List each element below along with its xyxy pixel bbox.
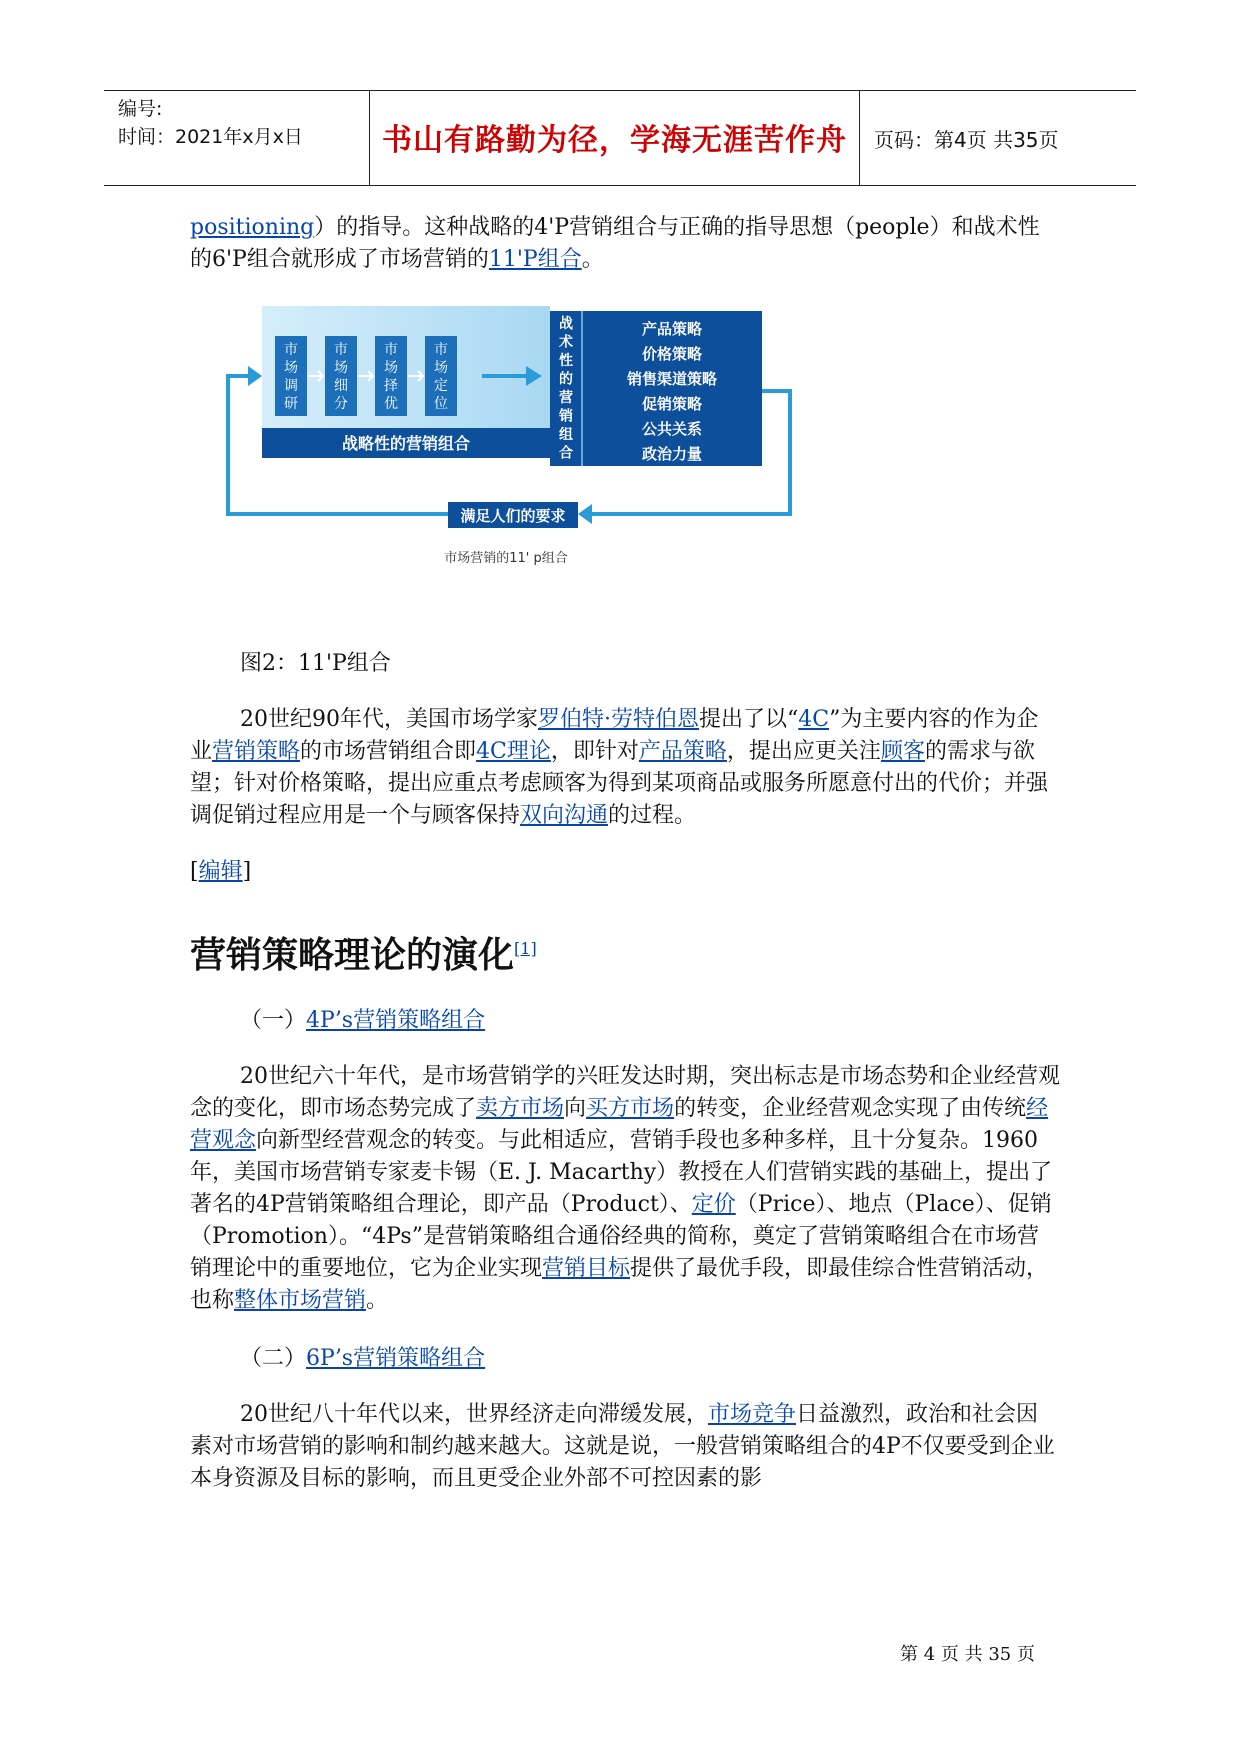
link-market-competition[interactable]: 市场竞争	[708, 1402, 797, 1427]
link-sellers-market[interactable]: 卖方市场	[476, 1096, 565, 1121]
link-11p[interactable]: 11'P组合	[488, 247, 582, 272]
link-lauterborn[interactable]: 罗伯特·劳特伯恩	[538, 707, 699, 732]
text: 提出了以“	[699, 707, 799, 732]
step-3	[375, 336, 407, 416]
text: 20世纪90年代，美国市场学家	[240, 707, 538, 732]
reference-link[interactable]: [1]	[514, 939, 537, 958]
step-1-text: 市场调研	[284, 342, 298, 412]
link-two-way-communication[interactable]: 双向沟通	[520, 803, 609, 828]
paragraph-intro	[190, 212, 1060, 276]
paragraph-4p	[190, 1061, 1060, 1317]
section-title	[190, 926, 1060, 979]
step-4	[425, 336, 457, 416]
figure-inner-caption: 市场营销的11' p组合	[444, 551, 568, 566]
text: 提供了最优手段，即最佳综合性营销活动，也称	[190, 1256, 1049, 1313]
link-4ps[interactable]: 4P’s营销策略组合	[306, 1008, 486, 1033]
link-positioning[interactable]: positioning	[190, 215, 315, 240]
page-header	[104, 90, 1136, 186]
text: ，提出应更关注	[726, 739, 881, 764]
time-label: 时间：2021年x月x日	[118, 126, 303, 148]
link-pricing[interactable]: 定价	[691, 1192, 736, 1217]
paragraph-6p	[190, 1399, 1060, 1495]
serial-label: 编号:	[118, 98, 163, 120]
text: 向	[564, 1096, 587, 1121]
text: （一）	[240, 1008, 307, 1033]
tactical-item: 销售渠道策略	[626, 370, 718, 388]
link-buyers-market[interactable]: 买方市场	[586, 1096, 675, 1121]
bracket: ]	[242, 859, 252, 884]
text: 。	[366, 1288, 389, 1313]
section-title-text: 营销策略理论的演化	[190, 935, 515, 976]
header-page-label: 页码：第4页 共35页	[874, 128, 1059, 152]
link-marketing-strategy[interactable]: 营销策略	[212, 739, 301, 764]
bracket: [	[190, 859, 199, 884]
text: ）的指导。这种战略的4'P营销组合与正确的指导思想（people）和战术性的6'P组合就形成了市场营销的	[190, 215, 1040, 272]
subheading-4p	[240, 1005, 1060, 1037]
link-integrated-marketing[interactable]: 整体市场营销	[234, 1288, 367, 1313]
link-4c[interactable]: 4C	[798, 707, 830, 732]
figure-caption: 图2：11'P组合	[240, 651, 391, 676]
header-divider	[859, 91, 860, 185]
text: （二）	[240, 1346, 307, 1371]
strategic-label: 战略性的营销组合	[341, 434, 471, 453]
header-info	[118, 95, 358, 151]
tactical-label: 战术性的营销组合	[559, 316, 573, 462]
link-customer[interactable]: 顾客	[880, 739, 925, 764]
header-motto: 书山有路勤为径，学海无涯苦作舟	[382, 123, 847, 158]
link-business-concept[interactable]: 经营观念	[190, 1096, 1049, 1153]
feedback-arrow-head	[248, 366, 262, 386]
tactical-item: 公共关系	[641, 420, 703, 438]
text: 的转变，企业经营观念实现了由传统	[674, 1096, 1027, 1121]
text: 的市场营销组合即	[300, 739, 477, 764]
step-3-text: 市场择优	[384, 342, 398, 412]
text: 的过程。	[608, 803, 697, 828]
text: ，即针对	[550, 739, 639, 764]
text: 向新型经营观念的转变。与此相适应，营销手段也多种多样，且十分复杂。1960年，美国市场营销专家麦卡锡（E. J. Macarthy）教授在人们营销实践的基础上，提出了著名的4P营销策略组合理论，即产品（Product）、	[190, 1128, 1053, 1217]
subheading-6p	[240, 1343, 1060, 1375]
text: 20世纪八十年代以来，世界经济走向滞缓发展，	[240, 1402, 708, 1427]
text: （Price）、地点（Place）、促销（Promotion）。“4Ps”是营销策略组合通俗经典的简称，奠定了营销策略组合在市场营销理论中的重要地位，它为企业实现	[190, 1192, 1052, 1281]
tactical-item: 政治力量	[641, 445, 703, 463]
link-marketing-goal[interactable]: 营销目标	[542, 1256, 631, 1281]
tactical-item: 产品策略	[641, 320, 703, 338]
text: ”为主要内容的作为企业	[190, 707, 1039, 764]
text: 。	[581, 247, 604, 272]
text: 20世纪六十年代，是市场营销学的兴旺发达时期，突出标志是市场态势和企业经营观念的变化，即市场态势完成了	[190, 1064, 1060, 1121]
text: 日益激烈，政治和社会因素对市场营销的影响和制约越来越大。这就是说，一般营销策略组合的4P不仅要受到企业本身资源及目标的影响，而且更受企业外部不可控因素的影	[190, 1402, 1055, 1491]
step-2-text: 市场细分	[334, 342, 348, 412]
document-body	[190, 212, 1060, 1495]
tactical-item: 价格策略	[641, 345, 703, 363]
link-product-strategy[interactable]: 产品策略	[638, 739, 727, 764]
step-4-text: 市场定位	[434, 342, 448, 412]
feedback-label: 满足人们的要求	[460, 507, 566, 525]
link-4c-theory[interactable]: 4C理论	[476, 739, 551, 764]
step-2	[325, 336, 357, 416]
text: 的需求与欲望；针对价格策略，提出应重点考虑顾客为得到某项商品或服务所愿意付出的代价；并强调促销过程应用是一个与顾客保持	[190, 739, 1049, 828]
paragraph-4c	[190, 704, 1060, 832]
diagram-svg	[190, 296, 1060, 626]
feedback-arrow-head	[578, 504, 592, 524]
step-1	[275, 336, 307, 416]
link-6ps[interactable]: 6P’s营销策略组合	[306, 1346, 486, 1371]
edit-link[interactable]: 编辑	[198, 859, 243, 884]
page-footer: 第 4 页 共 35 页	[900, 1644, 1035, 1665]
edit-link-wrapper	[190, 856, 1060, 888]
tactical-item: 促销策略	[641, 395, 703, 413]
figure-11p-diagram	[190, 296, 1060, 626]
